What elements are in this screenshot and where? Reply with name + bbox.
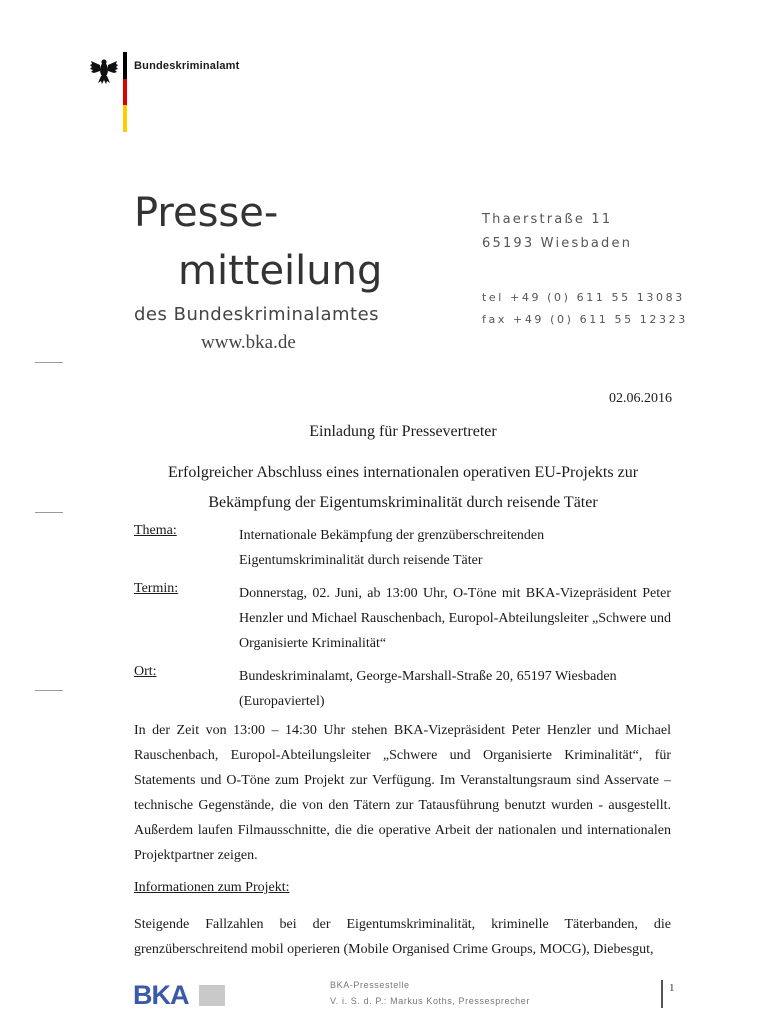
- info-heading-text: Informationen zum Projekt: [134, 880, 286, 895]
- body-paragraph: Steigende Fallzahlen bei der Eigentumskriminalität, kriminelle Täterbanden, die grenzüberschreitend mobil operieren (Mobile Organised Crime Groups, MOCG), Diebesgut,: [134, 917, 671, 957]
- headline: [134, 458, 672, 518]
- headline-line2: Bekämpfung der Eigentumskriminalität durch reisende Täter: [208, 494, 598, 511]
- flag-gold-stripe: [123, 105, 127, 132]
- agency-name: Bundeskriminalamt: [134, 60, 240, 72]
- address-city: 65193 Wiesbaden: [482, 236, 633, 251]
- ort-text: Bundeskriminalamt, George-Marshall-Straße 20, 65197 Wiesbaden (Europaviertel): [239, 669, 617, 709]
- label-colon: :: [172, 523, 177, 538]
- fold-mark: [35, 362, 63, 363]
- ort-label-text: Ort: [134, 664, 153, 679]
- page-number-bar: [661, 980, 663, 1008]
- svg-text:BKA: BKA: [133, 982, 189, 1008]
- thema-label: [134, 523, 177, 539]
- title-line1: Presse-: [134, 190, 279, 236]
- footer-office: BKA-Pressestelle: [330, 980, 410, 990]
- termin-text: Donnerstag, 02. Juni, ab 13:00 Uhr, O-Töne mit BKA-Vizepräsident Peter Henzler und Michael Rauschenbach, Europol-Abteilungsleiter „Schwere und Organisierte Kriminalität“: [239, 586, 671, 651]
- label-colon: :: [174, 581, 179, 596]
- label-colon: :: [152, 664, 157, 679]
- flag-red-stripe: [123, 79, 127, 106]
- website-link[interactable]: www.bka.de: [201, 332, 296, 353]
- title-subtitle: des Bundeskriminalamtes: [134, 304, 380, 325]
- termin-label: [134, 581, 178, 597]
- page-number: 1: [669, 982, 675, 994]
- federal-eagle-icon: [89, 56, 119, 86]
- bka-logo: [133, 982, 225, 1008]
- address-fax: fax +49 (0) 611 55 12323: [482, 313, 688, 326]
- thema-label-text: Thema: [134, 523, 173, 538]
- invite-heading: Einladung für Pressevertreter: [309, 423, 497, 440]
- label-colon: :: [285, 880, 290, 895]
- info-heading: [134, 880, 290, 896]
- thema-text: Internationale Bekämpfung der grenzüberschreitenden Eigentumskriminalität durch reisende Täter: [239, 528, 545, 568]
- footer-responsible: V. i. S. d. P.: Markus Koths, Pressesprecher: [330, 996, 530, 1006]
- headline-line1: Erfolgreicher Abschluss eines internationalen operativen EU-Projekts zur: [167, 464, 639, 481]
- ort-label: [134, 664, 157, 680]
- address-street: Thaerstraße 11: [482, 212, 613, 227]
- fold-mark: [35, 690, 63, 691]
- document-date: 02.06.2016: [609, 391, 672, 406]
- german-flag-bar: [123, 52, 127, 132]
- body-paragraph: In der Zeit von 13:00 – 14:30 Uhr stehen BKA-Vizepräsident Peter Henzler und Michael Rauschenbach, Europol-Abteilungsleiter „Schwere und Organisierte Kriminalität“, für Statements und O-Töne zum Projekt zur Verfügung. Im Veranstaltungsraum sind Asservate – technische Gegenstände, die von den Tätern zur Tatausführung benutzt wurden - ausgestellt. Außerdem laufen Filmausschnitte, die die operative Arbeit der nationalen und internationalen Projektpartner zeigen.: [134, 723, 671, 863]
- fold-mark: [35, 512, 63, 513]
- address-tel: tel +49 (0) 611 55 13083: [482, 291, 685, 304]
- flag-black-stripe: [123, 52, 127, 79]
- termin-label-text: Termin: [134, 581, 175, 596]
- title-line2: mitteilung: [178, 248, 383, 294]
